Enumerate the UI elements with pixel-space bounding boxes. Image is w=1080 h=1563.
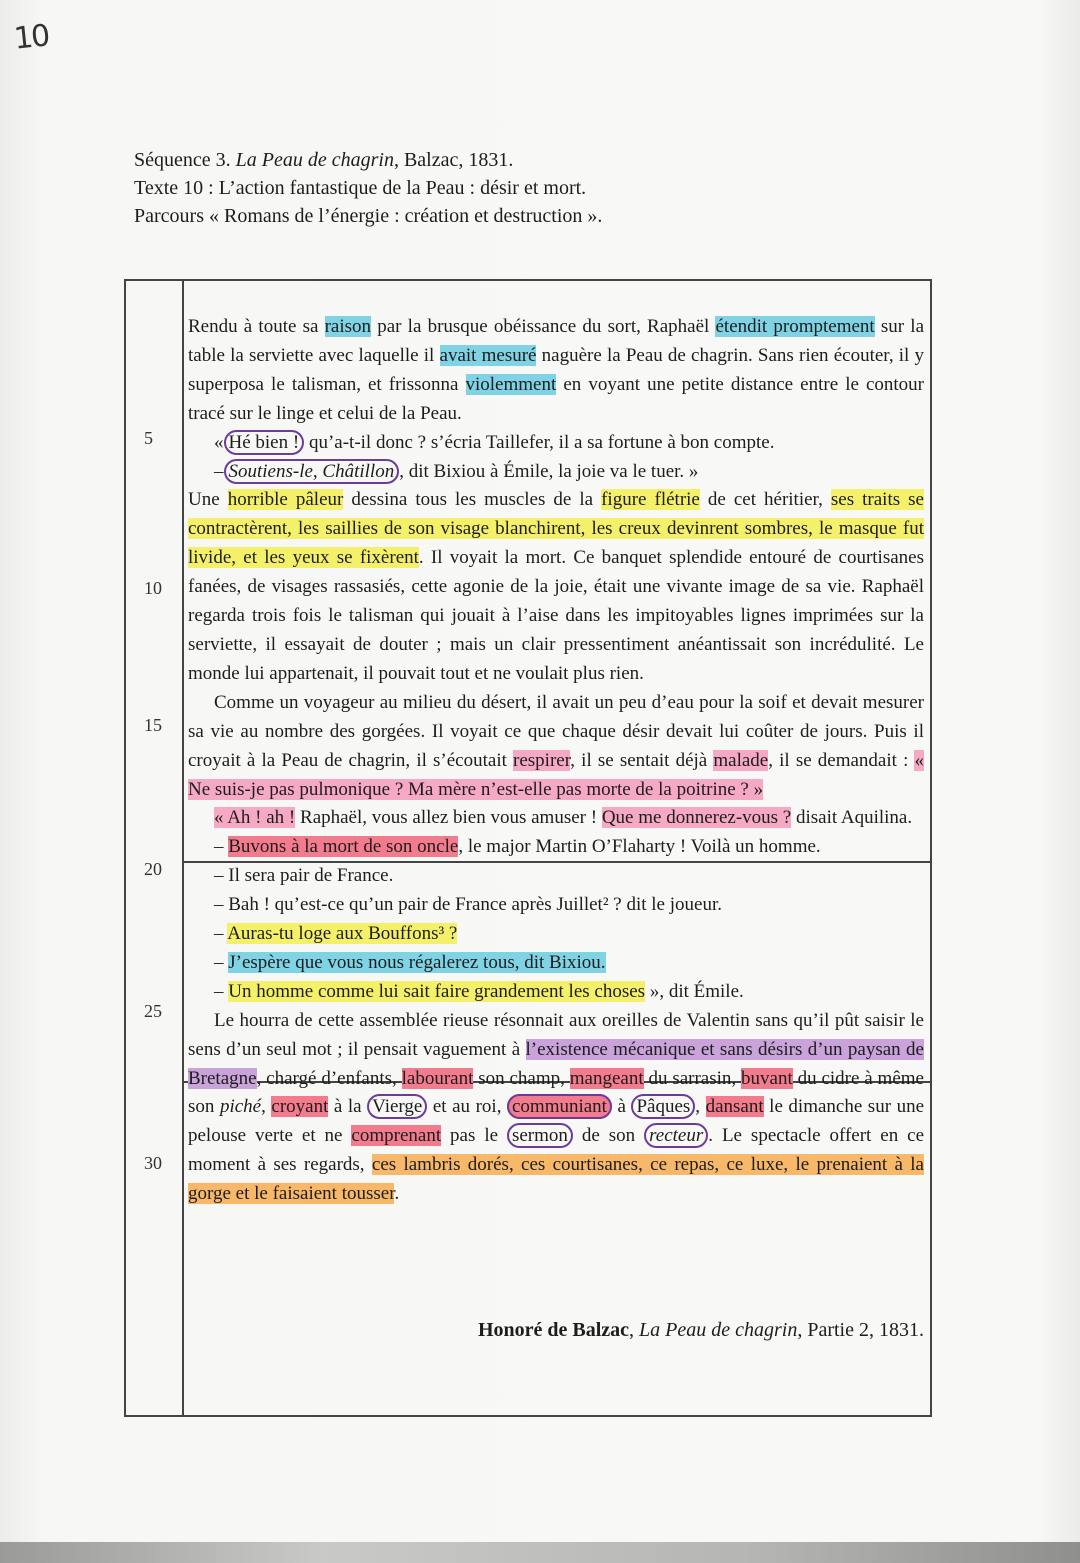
paragraph: « Hé bien ! qu’a-t-il donc ? s’écria Taillefer, il a sa fortune à bon compte. — [214, 431, 775, 453]
dialogue-line: – Bah ! qu’est-ce qu’un pair de France après Juillet² ? dit le joueur. — [214, 894, 722, 916]
text-frame — [124, 279, 932, 1417]
dialogue-line: – Buvons à la mort de son oncle, le major Martin O’Flaharty ! Voilà un homme. — [214, 836, 821, 858]
line-number: 20 — [144, 859, 162, 879]
dialogue-line: – Il sera pair de France. — [214, 865, 394, 887]
handwritten-page-number: 10 — [12, 18, 50, 57]
dialogue-line: – Auras-tu loge aux Bouffons³ ? — [214, 923, 458, 945]
dialogue-line: – J’espère que vous nous régalerez tous, dit Bixiou. — [214, 951, 606, 973]
paragraph: « Ah ! ah ! Raphaël, vous allez bien vous amuser ! Que me donnerez-vous ? disait Aquilina. — [214, 807, 913, 829]
source-attribution: Honoré de Balzac, La Peau de chagrin, Partie 2, 1831. — [477, 1319, 924, 1341]
paragraph: Rendu à toute sa raison par la brusque obéissance du sort, Raphaël étendit promptement sur la table la serviette avec laquelle il avait mesuré naguère la Peau de chagrin. Sans rien écouter, il y superposa le talisman, et frissonna violemment en voyant une petite distance entre le contour tracé sur le linge et celui de la Peau. — [188, 316, 925, 424]
excerpt-text — [188, 313, 924, 1209]
paragraph: Comme un voyageur au milieu du désert, il avait un peu d’eau pour la soif et devait mesurer sa vie au nombre des gorgées. Il voyait ce que chaque désir devait lui coûter de jours. Puis il croyait à la Peau de chagrin, il s’écoutait respirer, il se sentait déjà malade, il se demandait : « Ne suis-je pas pulmonique ? Ma mère n’est-elle pas morte de la poitrine ? » — [188, 691, 924, 800]
paragraph: – Soutiens-le, Châtillon , dit Bixiou à Émile, la joie va le tuer. » — [214, 460, 699, 482]
header-sequence: Séquence 3. La Peau de chagrin, Balzac, 1831. — [134, 149, 514, 171]
line-number: 5 — [144, 428, 153, 448]
header-text-title: Texte 10 : L’action fantastique de la Peau : désir et mort. — [134, 177, 587, 199]
line-number: 25 — [144, 1001, 162, 1021]
line-number-gutter — [126, 281, 184, 1415]
line-number: 10 — [144, 578, 162, 598]
line-number: 15 — [144, 715, 162, 735]
line-number: 30 — [144, 1153, 162, 1173]
desk-surface-edge — [0, 1542, 1080, 1563]
header-parcours: Parcours « Romans de l’énergie : création et destruction ». — [134, 205, 603, 227]
document-header — [134, 146, 934, 230]
paragraph: Une horrible pâleur dessina tous les muscles de la figure flétrie de cet héritier, ses traits se contractèrent, les saillies de son visage blanchirent, les creux devinrent sombres, le masque fut livide, et les yeux se fixèrent. Il voyait la mort. Ce banquet splendide entouré de courtisanes fanées, de visages rassasiés, cette agonie de la joie, était une vivante image de sa vie. Raphaël regarda trois fois le talisman qui jouait à l’aise dans les impitoyables lignes imprimées sur la serviette, il essayait de douter ; mais un clair pressentiment anéantissait son incrédulité. Le monde lui appartenait, il pouvait tout et ne voulait plus rien. — [188, 489, 924, 684]
dialogue-line: – Un homme comme lui sait faire grandement les choses », dit Émile. — [214, 980, 744, 1002]
paragraph: Le hourra de cette assemblée rieuse résonnait aux oreilles de Valentin sans qu’il pût saisir le sens d’un seul mot ; il pensait vaguement à l’existence mécanique et sans désirs d’un paysan de Bretagne, chargé d’enfants, labourant son champ, mangeant du sarrasin, buvant du cidre à même son piché, croyant à la Vierge et au roi, communiant à Pâques , dansant le dimanche sur une pelouse verte et ne comprenant pas le sermon de son recteur . Le spectacle offert en ce moment à ses regards, ces lambris dorés, ces courtisanes, ce repas, ce luxe, le prenaient à la gorge et le faisaient tousser. — [188, 1009, 925, 1205]
